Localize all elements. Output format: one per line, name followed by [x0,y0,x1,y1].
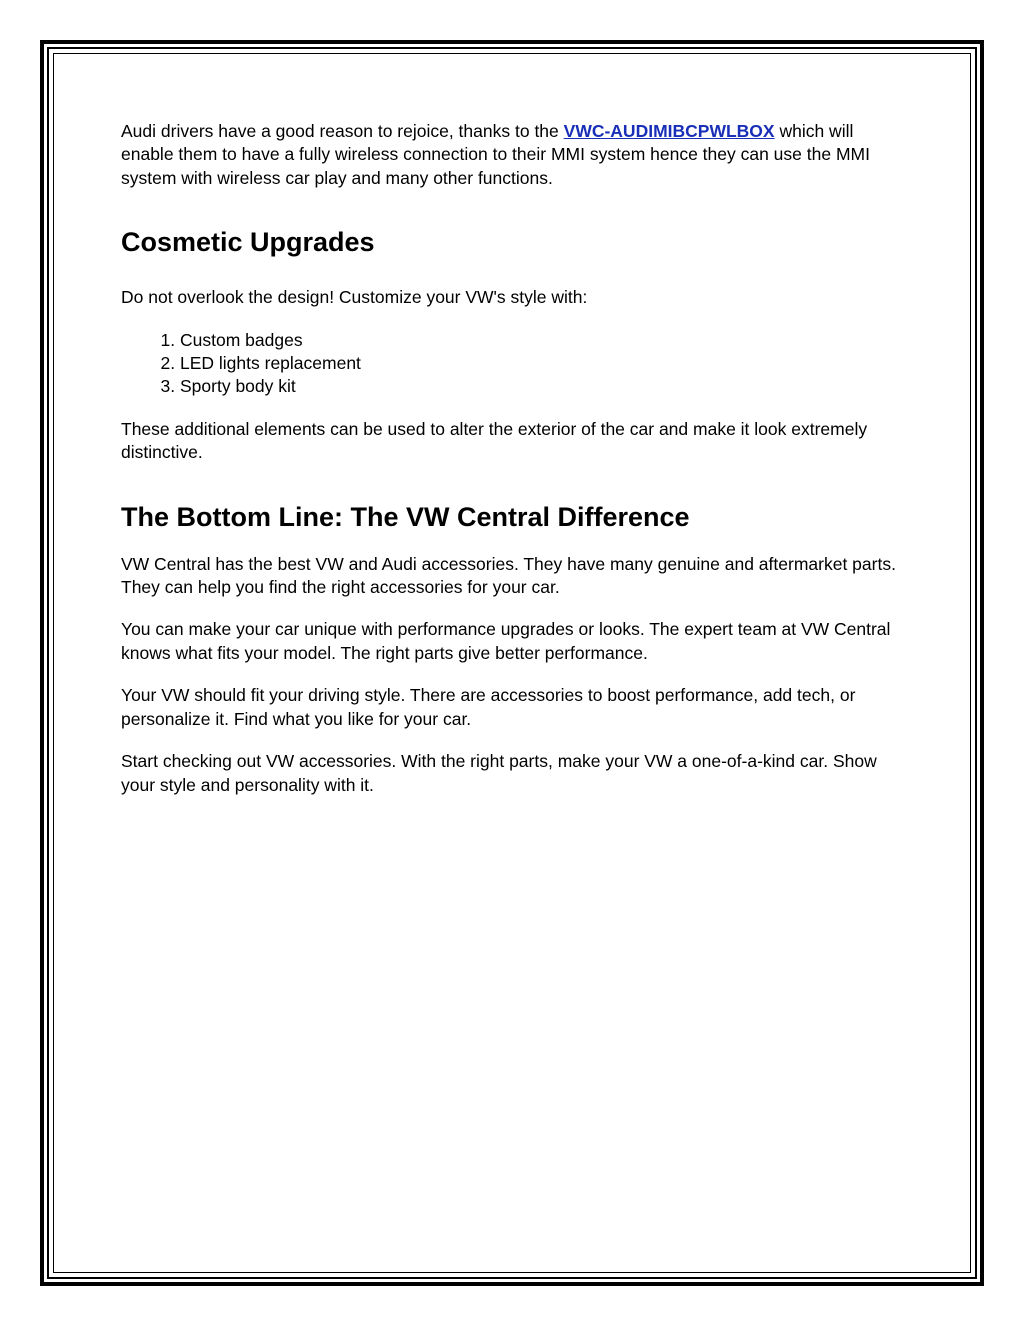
cosmetic-lead-paragraph: Do not overlook the design! Customize your VW's style with: [121,287,588,308]
document-body [121,120,901,797]
bottom-line-paragraph-1: VW Central has the best VW and Audi accessories. They have many genuine and aftermarket parts. They can help you find the right accessories for your car. [121,553,896,598]
product-link[interactable]: VWC-AUDIMIBCPWLBOX [563,121,775,141]
intro-text-end: which will enable them to have a fully wireless connection to their MMI system hence they can use the MMI system with wireless car play and many other functions. [121,121,870,188]
intro-text-start: Audi drivers have a good reason to rejoice, thanks to the [121,121,564,141]
bottom-line-paragraph-2: You can make your car unique with performance upgrades or looks. The expert team at VW Central knows what fits your model. The right parts give better performance. [121,619,891,663]
cosmetic-list [121,329,901,399]
cosmetic-after-paragraph: These additional elements can be used to alter the exterior of the car and make it look extremely distinctive. [121,418,868,463]
list-item: 1. Custom badges [180,329,901,352]
list-item: 2. LED lights replacement [180,352,901,375]
cosmetic-upgrades-heading: Cosmetic Upgrades [121,227,375,258]
list-item: 3. Sporty body kit [180,375,901,398]
bottom-line-heading: The Bottom Line: The VW Central Difference [121,501,690,532]
intro-paragraph [121,120,901,190]
bottom-line-paragraph-4: Start checking out VW accessories. With the right parts, make your VW a one-of-a-kind car. Show your style and personality with it. [121,751,877,795]
bottom-line-paragraph-3: Your VW should fit your driving style. There are accessories to boost performance, add tech, or personalize it. Find what you like for your car. [121,685,856,729]
